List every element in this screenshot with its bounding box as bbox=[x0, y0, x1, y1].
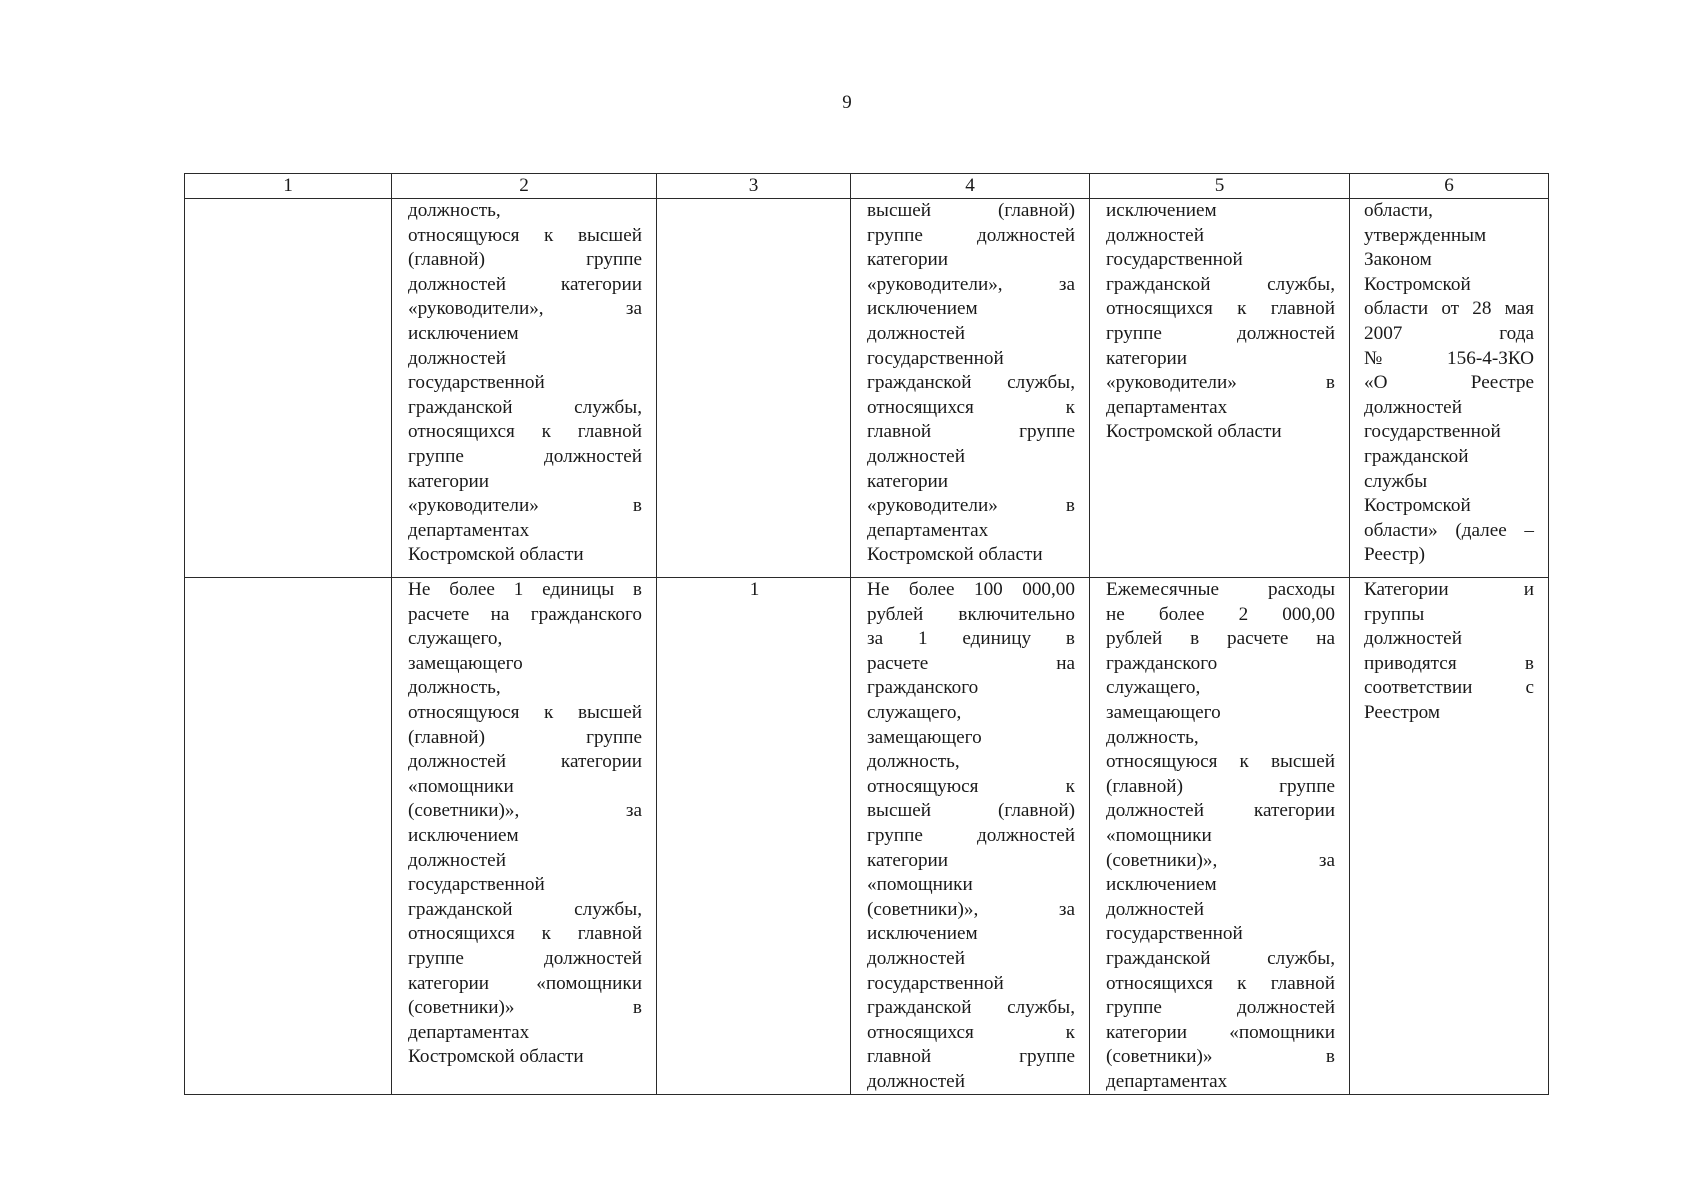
cell-text-line: относящихся к главной bbox=[1106, 972, 1335, 994]
cell-text-line: группы bbox=[1364, 603, 1425, 625]
cell-text-line: государственной bbox=[408, 874, 545, 896]
cell-text-line: 2007 года bbox=[1364, 322, 1534, 344]
row1-col3-cell bbox=[657, 199, 851, 578]
cell-text-line: департаментах bbox=[1106, 396, 1228, 418]
cell-text-line: утвержденным bbox=[1364, 224, 1487, 246]
cell-text-line: гражданской службы, bbox=[408, 396, 642, 418]
cell-text-line: должностей категории bbox=[408, 751, 642, 773]
cell-text-line: должность, bbox=[1106, 726, 1199, 748]
cell-text-line: категории bbox=[1106, 347, 1188, 369]
cell-text-line: должность, bbox=[867, 751, 960, 773]
cell-text-line: Костромской области bbox=[408, 1046, 584, 1068]
cell-text-line: (главной) группе bbox=[408, 726, 642, 748]
column-number-5: 5 bbox=[1090, 174, 1350, 199]
cell-text-line: должностей категории bbox=[1106, 800, 1335, 822]
cell-text-line: Реестром bbox=[1364, 701, 1441, 723]
cell-text-line: должностей категории bbox=[408, 273, 642, 295]
page-number: 9 bbox=[842, 92, 852, 113]
cell-text-line: (советники)», за bbox=[408, 800, 642, 822]
cell-text-line: расчете на bbox=[867, 652, 1075, 674]
cell-text-line: Реестр) bbox=[1364, 544, 1426, 566]
row1-col5-cell bbox=[1090, 199, 1350, 578]
cell-text-line: группе должностей bbox=[867, 224, 1075, 246]
cell-text-line: не более 2 000,00 bbox=[1106, 603, 1335, 625]
cell-text-line: должностей bbox=[867, 1070, 965, 1092]
cell-text-line: замещающего bbox=[1106, 701, 1221, 723]
cell-text-line: Не более 100 000,00 bbox=[867, 579, 1075, 600]
row2-col1-cell bbox=[185, 578, 392, 1095]
cell-text-line: «руководители» в bbox=[1106, 372, 1335, 394]
cell-text-line: должность, bbox=[408, 200, 501, 221]
cell-text-line: исключением bbox=[408, 824, 519, 846]
cell-text-line: замещающего bbox=[867, 726, 982, 748]
cell-text-line: департаментах bbox=[1106, 1070, 1228, 1092]
cell-text-line: «О Реестре bbox=[1364, 372, 1534, 394]
cell-text-line: (советники)», за bbox=[867, 898, 1075, 920]
cell-text-line: области, bbox=[1364, 200, 1433, 221]
column-number-4: 4 bbox=[851, 174, 1090, 199]
cell-text-line: гражданской службы, bbox=[867, 372, 1075, 394]
row2-col5-cell bbox=[1090, 578, 1350, 1095]
cell-text-line: должность, bbox=[408, 677, 501, 699]
cell-text-line: должностей bbox=[408, 347, 506, 369]
cell-text-line: служащего, bbox=[867, 701, 962, 723]
cell-text-line: рублей в расчете на bbox=[1106, 628, 1335, 650]
cell-text-line: категории bbox=[408, 470, 490, 492]
cell-text-line: государственной bbox=[867, 347, 1004, 369]
cell-text-line: относящуюся к bbox=[867, 775, 1075, 797]
cell-text-line: относящихся к главной bbox=[408, 421, 642, 443]
column-numbers-row bbox=[185, 174, 1549, 199]
cell-text-line: категории bbox=[867, 849, 949, 871]
table-row bbox=[185, 199, 1549, 578]
cell-text-line: главной группе bbox=[867, 421, 1075, 443]
cell-text-line: гражданского bbox=[1106, 652, 1218, 674]
cell-text-line: Костромской bbox=[1364, 273, 1471, 295]
cell-text-line: высшей (главной) bbox=[867, 800, 1075, 822]
cell-text-line: департаментах bbox=[408, 519, 530, 541]
cell-text-line: группе должностей bbox=[867, 824, 1075, 846]
cell-text-line: службы bbox=[1364, 470, 1428, 492]
cell-text-line: исключением bbox=[867, 923, 978, 945]
cell-text-line: департаментах bbox=[408, 1021, 530, 1043]
column-number-6: 6 bbox=[1350, 174, 1549, 199]
cell-text-line: (главной) группе bbox=[1106, 775, 1335, 797]
cell-text-line: относящихся к bbox=[867, 1021, 1075, 1043]
cell-text-line: гражданской службы, bbox=[867, 997, 1075, 1019]
cell-text-line: высшей (главной) bbox=[867, 200, 1075, 221]
cell-text-line: государственной bbox=[867, 972, 1004, 994]
cell-text-line: гражданской службы, bbox=[1106, 273, 1335, 295]
row1-col1-cell bbox=[185, 199, 392, 578]
column-number-3: 3 bbox=[657, 174, 851, 199]
cell-text-line: группе должностей bbox=[1106, 322, 1335, 344]
cell-text-line: группе должностей bbox=[408, 445, 642, 467]
cell-text-line: Костромской bbox=[1364, 495, 1471, 517]
column-number-2: 2 bbox=[392, 174, 657, 199]
cell-text-line: «помощники bbox=[408, 775, 514, 797]
cell-text-line: «руководители», за bbox=[408, 298, 642, 320]
cell-text-line: приводятся в bbox=[1364, 652, 1534, 674]
cell-text-line: расчете на гражданского bbox=[408, 603, 642, 625]
cell-text-line: исключением bbox=[867, 298, 978, 320]
cell-text-line: (советники)», за bbox=[1106, 849, 1335, 871]
cell-text-line: Категории и bbox=[1364, 579, 1534, 600]
cell-text-line: относящуюся к высшей bbox=[1106, 751, 1335, 773]
cell-text-line: «руководители» в bbox=[867, 495, 1075, 517]
cell-text-line: государственной bbox=[1106, 249, 1243, 271]
row1-col4-cell bbox=[851, 199, 1090, 578]
cell-text-line: группе должностей bbox=[1106, 997, 1335, 1019]
cell-text-line: должностей bbox=[867, 947, 965, 969]
cell-text-line: области» (далее – bbox=[1364, 519, 1534, 541]
cell-text-line: должностей bbox=[1106, 898, 1204, 920]
cell-text-line: исключением bbox=[408, 322, 519, 344]
cell-text-line: должностей bbox=[867, 322, 965, 344]
cell-text-line: относящихся к bbox=[867, 396, 1075, 418]
cell-text-line: государственной bbox=[1106, 923, 1243, 945]
cell-text-line: относящуюся к высшей bbox=[408, 701, 642, 723]
cell-text-line: «руководители» в bbox=[408, 495, 642, 517]
cell-text-line: исключением bbox=[1106, 200, 1217, 221]
cell-text-line: категории bbox=[867, 249, 949, 271]
cell-text-line: за 1 единицу в bbox=[867, 628, 1075, 650]
cell-text-line: соответствии с bbox=[1364, 677, 1534, 699]
cell-text-line: (советники)» в bbox=[408, 997, 642, 1019]
cell-text-line: относящихся к главной bbox=[408, 923, 642, 945]
cell-text-line: 1 bbox=[749, 579, 760, 600]
cell-text-line: (советники)» в bbox=[1106, 1046, 1335, 1068]
cell-text-line: группе должностей bbox=[408, 947, 642, 969]
cell-text-line: Ежемесячные расходы bbox=[1106, 579, 1335, 600]
cell-text-line: замещающего bbox=[408, 652, 523, 674]
budget-norms-table bbox=[184, 173, 1549, 1095]
row2-col4-cell bbox=[851, 578, 1090, 1095]
cell-text-line: главной группе bbox=[867, 1046, 1075, 1068]
cell-text-line: относящихся к главной bbox=[1106, 298, 1335, 320]
cell-text-line: «помощники bbox=[1106, 824, 1212, 846]
cell-text-line: № 156-4-ЗКО bbox=[1364, 347, 1534, 369]
cell-text-line: Законом bbox=[1364, 249, 1432, 271]
cell-text-line: Костромской области bbox=[408, 544, 584, 566]
cell-text-line: гражданской bbox=[1364, 445, 1469, 467]
cell-text-line: «помощники bbox=[867, 874, 973, 896]
cell-text-line: Костромской области bbox=[1106, 421, 1282, 443]
cell-text-line: должностей bbox=[867, 445, 965, 467]
cell-text-line: (главной) группе bbox=[408, 249, 642, 271]
cell-text-line: служащего, bbox=[1106, 677, 1201, 699]
cell-text-line: государственной bbox=[408, 372, 545, 394]
cell-text-line: категории «помощники bbox=[1106, 1021, 1335, 1043]
row1-col6-cell bbox=[1350, 199, 1549, 578]
cell-text-line: государственной bbox=[1364, 421, 1501, 443]
cell-text-line: рублей включительно bbox=[867, 603, 1075, 625]
cell-text-line: должностей bbox=[1106, 224, 1204, 246]
row2-col3-cell bbox=[657, 578, 851, 1095]
cell-text-line: должностей bbox=[1364, 396, 1462, 418]
cell-text-line: гражданской службы, bbox=[1106, 947, 1335, 969]
row2-col2-cell bbox=[392, 578, 657, 1095]
cell-text-line: категории «помощники bbox=[408, 972, 642, 994]
cell-text-line: Костромской области bbox=[867, 544, 1043, 566]
cell-text-line: департаментах bbox=[867, 519, 989, 541]
cell-text-line: должностей bbox=[408, 849, 506, 871]
cell-text-line: гражданской службы, bbox=[408, 898, 642, 920]
cell-text-line: Не более 1 единицы в bbox=[408, 579, 642, 600]
cell-text-line: категории bbox=[867, 470, 949, 492]
row2-col6-cell bbox=[1350, 578, 1549, 1095]
table-row bbox=[185, 578, 1549, 1095]
cell-text-line: «руководители», за bbox=[867, 273, 1075, 295]
row1-col2-cell bbox=[392, 199, 657, 578]
cell-text-line: относящуюся к высшей bbox=[408, 224, 642, 246]
cell-text-line: исключением bbox=[1106, 874, 1217, 896]
column-number-1: 1 bbox=[185, 174, 392, 199]
cell-text-line: гражданского bbox=[867, 677, 979, 699]
cell-text-line: служащего, bbox=[408, 628, 503, 650]
cell-text-line: должностей bbox=[1364, 628, 1462, 650]
cell-text-line: области от 28 мая bbox=[1364, 298, 1534, 320]
